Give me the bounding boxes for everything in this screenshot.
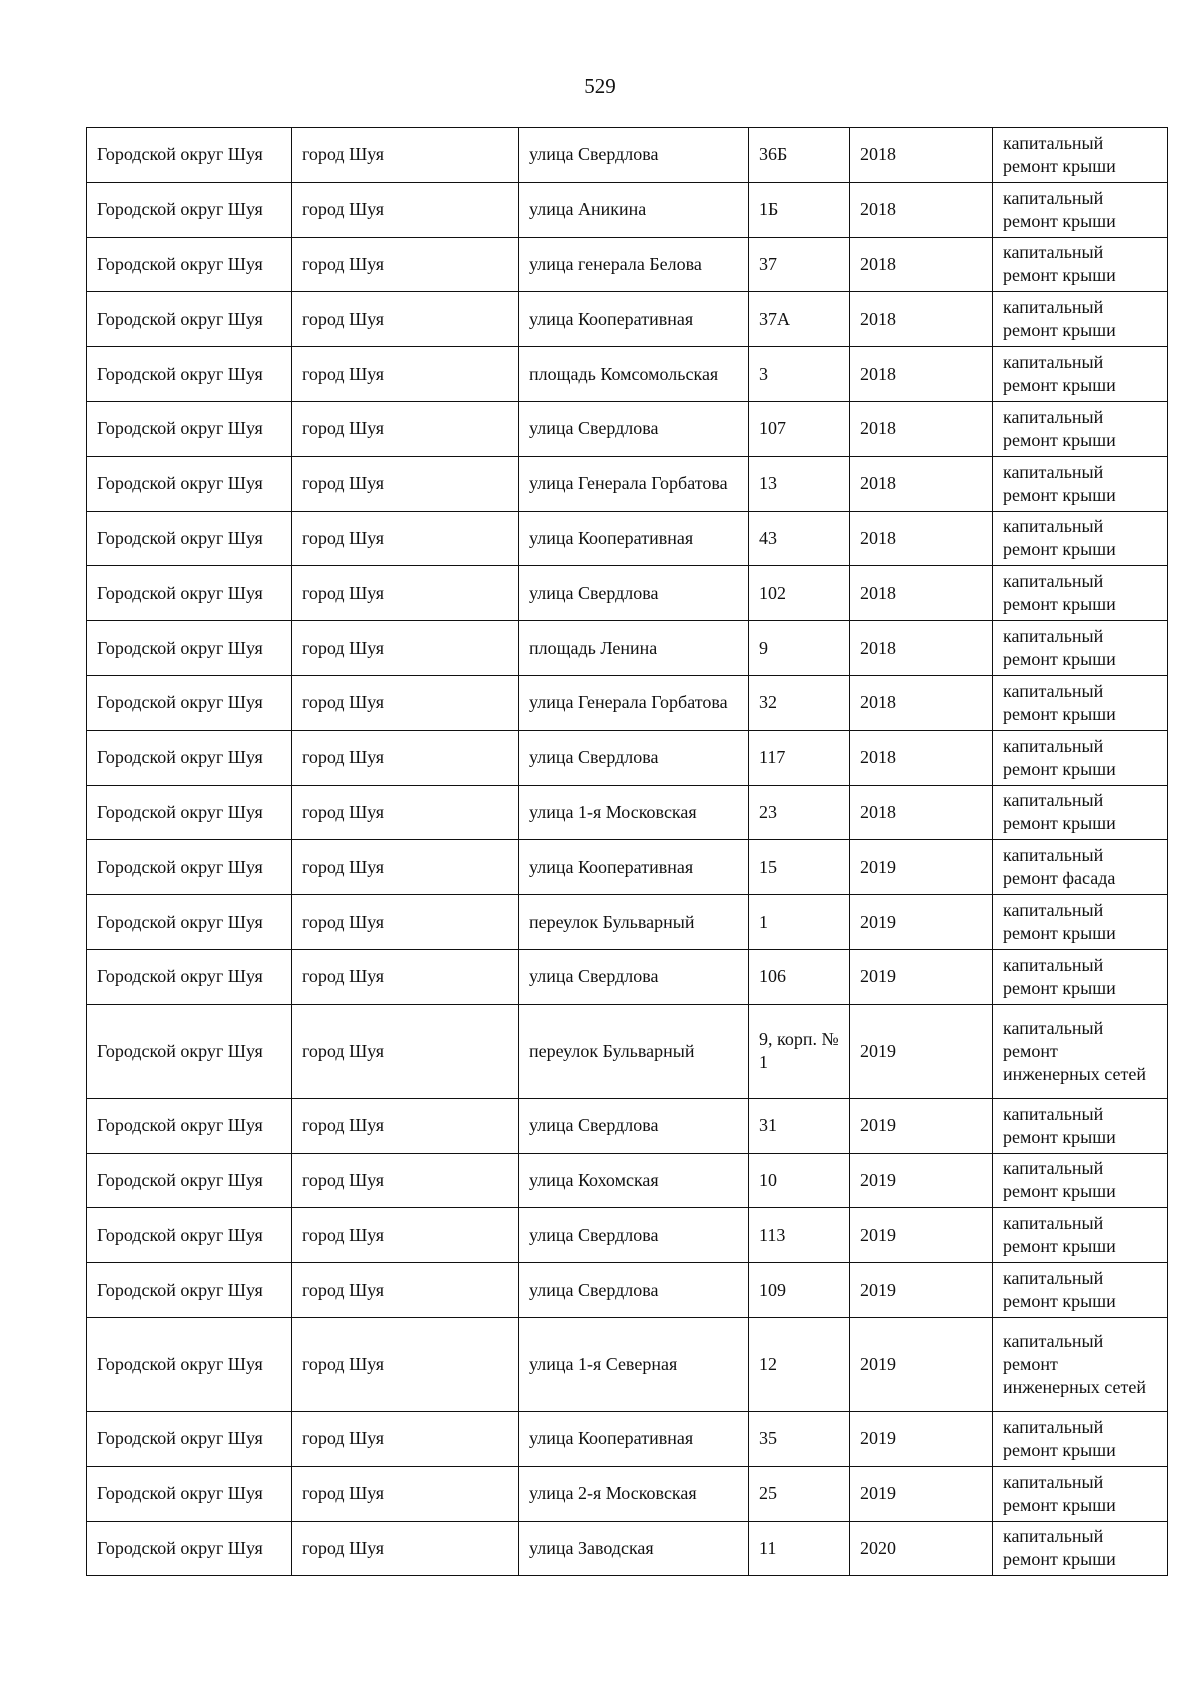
- page-number: 529: [584, 74, 616, 98]
- work-type-cell: капитальный ремонт крыши: [993, 511, 1168, 566]
- work-type-cell: капитальный ремонт крыши: [993, 237, 1168, 292]
- year-cell: 2018: [850, 785, 993, 840]
- work-type-cell: капитальный ремонт крыши: [993, 895, 1168, 950]
- house-number-cell: 23: [749, 785, 850, 840]
- table-row: [87, 785, 1168, 840]
- table-row: [87, 1521, 1168, 1576]
- street-cell: улица Заводская: [519, 1521, 749, 1576]
- year-cell: 2019: [850, 1208, 993, 1263]
- street-cell: улица генерала Белова: [519, 237, 749, 292]
- table-row: [87, 347, 1168, 402]
- table-row: [87, 128, 1168, 183]
- table-row: [87, 1263, 1168, 1318]
- city-cell: город Шуя: [292, 292, 519, 347]
- house-number-cell: 36Б: [749, 128, 850, 183]
- house-number-cell: 3: [749, 347, 850, 402]
- street-cell: улица Свердлова: [519, 949, 749, 1004]
- city-cell: город Шуя: [292, 1263, 519, 1318]
- table-row: [87, 237, 1168, 292]
- street-cell: переулок Бульварный: [519, 895, 749, 950]
- house-number-cell: 109: [749, 1263, 850, 1318]
- table-row: [87, 1004, 1168, 1098]
- table-row: [87, 675, 1168, 730]
- district-cell: Городской округ Шуя: [87, 401, 292, 456]
- table-row: [87, 1098, 1168, 1153]
- house-number-cell: 31: [749, 1098, 850, 1153]
- district-cell: Городской округ Шуя: [87, 1521, 292, 1576]
- district-cell: Городской округ Шуя: [87, 1466, 292, 1521]
- house-number-cell: 37: [749, 237, 850, 292]
- city-cell: город Шуя: [292, 1317, 519, 1411]
- street-cell: улица Свердлова: [519, 128, 749, 183]
- table-row: [87, 949, 1168, 1004]
- table-row: [87, 401, 1168, 456]
- street-cell: улица Генерала Горбатова: [519, 456, 749, 511]
- street-cell: улица Кооперативная: [519, 840, 749, 895]
- house-number-cell: 37А: [749, 292, 850, 347]
- city-cell: город Шуя: [292, 785, 519, 840]
- district-cell: Городской округ Шуя: [87, 237, 292, 292]
- year-cell: 2018: [850, 182, 993, 237]
- district-cell: Городской округ Шуя: [87, 1208, 292, 1263]
- district-cell: Городской округ Шуя: [87, 1263, 292, 1318]
- city-cell: город Шуя: [292, 1208, 519, 1263]
- table-row: [87, 1317, 1168, 1411]
- street-cell: улица Свердлова: [519, 401, 749, 456]
- work-type-cell: капитальный ремонт крыши: [993, 1466, 1168, 1521]
- work-type-cell: капитальный ремонт крыши: [993, 347, 1168, 402]
- house-number-cell: 106: [749, 949, 850, 1004]
- house-number-cell: 102: [749, 566, 850, 621]
- city-cell: город Шуя: [292, 347, 519, 402]
- city-cell: город Шуя: [292, 401, 519, 456]
- district-cell: Городской округ Шуя: [87, 621, 292, 676]
- street-cell: улица Свердлова: [519, 1208, 749, 1263]
- district-cell: Городской округ Шуя: [87, 675, 292, 730]
- year-cell: 2020: [850, 1521, 993, 1576]
- work-type-cell: капитальный ремонт крыши: [993, 1153, 1168, 1208]
- year-cell: 2018: [850, 730, 993, 785]
- house-number-cell: 11: [749, 1521, 850, 1576]
- work-type-cell: капитальный ремонт фасада: [993, 840, 1168, 895]
- district-cell: Городской округ Шуя: [87, 949, 292, 1004]
- street-cell: улица 2-я Московская: [519, 1466, 749, 1521]
- work-type-cell: капитальный ремонт крыши: [993, 675, 1168, 730]
- house-number-cell: 15: [749, 840, 850, 895]
- table-body: [87, 128, 1168, 1576]
- year-cell: 2018: [850, 347, 993, 402]
- house-number-cell: 32: [749, 675, 850, 730]
- work-type-cell: капитальный ремонт инженерных сетей: [993, 1004, 1168, 1098]
- year-cell: 2019: [850, 840, 993, 895]
- year-cell: 2018: [850, 621, 993, 676]
- city-cell: город Шуя: [292, 1466, 519, 1521]
- street-cell: улица Кооперативная: [519, 1411, 749, 1466]
- work-type-cell: капитальный ремонт крыши: [993, 1208, 1168, 1263]
- table-row: [87, 511, 1168, 566]
- district-cell: Городской округ Шуя: [87, 182, 292, 237]
- house-number-cell: 107: [749, 401, 850, 456]
- street-cell: улица Свердлова: [519, 566, 749, 621]
- repair-schedule-table: [86, 127, 1168, 1576]
- house-number-cell: 1: [749, 895, 850, 950]
- street-cell: площадь Комсомольская: [519, 347, 749, 402]
- work-type-cell: капитальный ремонт крыши: [993, 1263, 1168, 1318]
- city-cell: город Шуя: [292, 511, 519, 566]
- house-number-cell: 10: [749, 1153, 850, 1208]
- district-cell: Городской округ Шуя: [87, 785, 292, 840]
- house-number-cell: 13: [749, 456, 850, 511]
- street-cell: улица Свердлова: [519, 1263, 749, 1318]
- district-cell: Городской округ Шуя: [87, 1317, 292, 1411]
- street-cell: переулок Бульварный: [519, 1004, 749, 1098]
- district-cell: Городской округ Шуя: [87, 1098, 292, 1153]
- city-cell: город Шуя: [292, 1004, 519, 1098]
- year-cell: 2019: [850, 1263, 993, 1318]
- house-number-cell: 9, корп. № 1: [749, 1004, 850, 1098]
- city-cell: город Шуя: [292, 566, 519, 621]
- street-cell: улица Кооперативная: [519, 292, 749, 347]
- house-number-cell: 35: [749, 1411, 850, 1466]
- year-cell: 2018: [850, 511, 993, 566]
- street-cell: улица Генерала Горбатова: [519, 675, 749, 730]
- table-row: [87, 1153, 1168, 1208]
- street-cell: улица Свердлова: [519, 1098, 749, 1153]
- district-cell: Городской округ Шуя: [87, 511, 292, 566]
- table-row: [87, 456, 1168, 511]
- work-type-cell: капитальный ремонт крыши: [993, 785, 1168, 840]
- year-cell: 2019: [850, 1411, 993, 1466]
- table-row: [87, 182, 1168, 237]
- table-row: [87, 895, 1168, 950]
- work-type-cell: капитальный ремонт крыши: [993, 1098, 1168, 1153]
- district-cell: Городской округ Шуя: [87, 347, 292, 402]
- work-type-cell: капитальный ремонт крыши: [993, 566, 1168, 621]
- year-cell: 2019: [850, 1098, 993, 1153]
- work-type-cell: капитальный ремонт крыши: [993, 730, 1168, 785]
- city-cell: город Шуя: [292, 840, 519, 895]
- house-number-cell: 1Б: [749, 182, 850, 237]
- district-cell: Городской округ Шуя: [87, 292, 292, 347]
- table-row: [87, 1466, 1168, 1521]
- work-type-cell: капитальный ремонт крыши: [993, 292, 1168, 347]
- district-cell: Городской округ Шуя: [87, 1004, 292, 1098]
- work-type-cell: капитальный ремонт крыши: [993, 401, 1168, 456]
- work-type-cell: капитальный ремонт инженерных сетей: [993, 1317, 1168, 1411]
- district-cell: Городской округ Шуя: [87, 730, 292, 785]
- street-cell: улица 1-я Московская: [519, 785, 749, 840]
- year-cell: 2018: [850, 401, 993, 456]
- work-type-cell: капитальный ремонт крыши: [993, 456, 1168, 511]
- city-cell: город Шуя: [292, 1411, 519, 1466]
- city-cell: город Шуя: [292, 675, 519, 730]
- street-cell: улица Свердлова: [519, 730, 749, 785]
- table-row: [87, 566, 1168, 621]
- year-cell: 2018: [850, 292, 993, 347]
- year-cell: 2019: [850, 1466, 993, 1521]
- work-type-cell: капитальный ремонт крыши: [993, 1411, 1168, 1466]
- table-row: [87, 1411, 1168, 1466]
- year-cell: 2018: [850, 128, 993, 183]
- table-row: [87, 621, 1168, 676]
- year-cell: 2019: [850, 1317, 993, 1411]
- city-cell: город Шуя: [292, 182, 519, 237]
- street-cell: улица Аникина: [519, 182, 749, 237]
- table-row: [87, 1208, 1168, 1263]
- year-cell: 2019: [850, 895, 993, 950]
- house-number-cell: 25: [749, 1466, 850, 1521]
- table-row: [87, 730, 1168, 785]
- city-cell: город Шуя: [292, 128, 519, 183]
- district-cell: Городской округ Шуя: [87, 1153, 292, 1208]
- house-number-cell: 12: [749, 1317, 850, 1411]
- house-number-cell: 117: [749, 730, 850, 785]
- street-cell: улица 1-я Северная: [519, 1317, 749, 1411]
- year-cell: 2019: [850, 1153, 993, 1208]
- district-cell: Городской округ Шуя: [87, 456, 292, 511]
- city-cell: город Шуя: [292, 621, 519, 676]
- year-cell: 2018: [850, 566, 993, 621]
- city-cell: город Шуя: [292, 895, 519, 950]
- table-row: [87, 292, 1168, 347]
- street-cell: улица Кохомская: [519, 1153, 749, 1208]
- city-cell: город Шуя: [292, 237, 519, 292]
- year-cell: 2018: [850, 675, 993, 730]
- district-cell: Городской округ Шуя: [87, 128, 292, 183]
- year-cell: 2018: [850, 456, 993, 511]
- house-number-cell: 43: [749, 511, 850, 566]
- district-cell: Городской округ Шуя: [87, 840, 292, 895]
- district-cell: Городской округ Шуя: [87, 1411, 292, 1466]
- city-cell: город Шуя: [292, 1521, 519, 1576]
- year-cell: 2018: [850, 237, 993, 292]
- work-type-cell: капитальный ремонт крыши: [993, 949, 1168, 1004]
- city-cell: город Шуя: [292, 949, 519, 1004]
- year-cell: 2019: [850, 949, 993, 1004]
- district-cell: Городской округ Шуя: [87, 895, 292, 950]
- city-cell: город Шуя: [292, 1098, 519, 1153]
- street-cell: площадь Ленина: [519, 621, 749, 676]
- work-type-cell: капитальный ремонт крыши: [993, 621, 1168, 676]
- work-type-cell: капитальный ремонт крыши: [993, 1521, 1168, 1576]
- work-type-cell: капитальный ремонт крыши: [993, 128, 1168, 183]
- table-row: [87, 840, 1168, 895]
- house-number-cell: 113: [749, 1208, 850, 1263]
- city-cell: город Шуя: [292, 1153, 519, 1208]
- street-cell: улица Кооперативная: [519, 511, 749, 566]
- district-cell: Городской округ Шуя: [87, 566, 292, 621]
- city-cell: город Шуя: [292, 730, 519, 785]
- city-cell: город Шуя: [292, 456, 519, 511]
- house-number-cell: 9: [749, 621, 850, 676]
- work-type-cell: капитальный ремонт крыши: [993, 182, 1168, 237]
- year-cell: 2019: [850, 1004, 993, 1098]
